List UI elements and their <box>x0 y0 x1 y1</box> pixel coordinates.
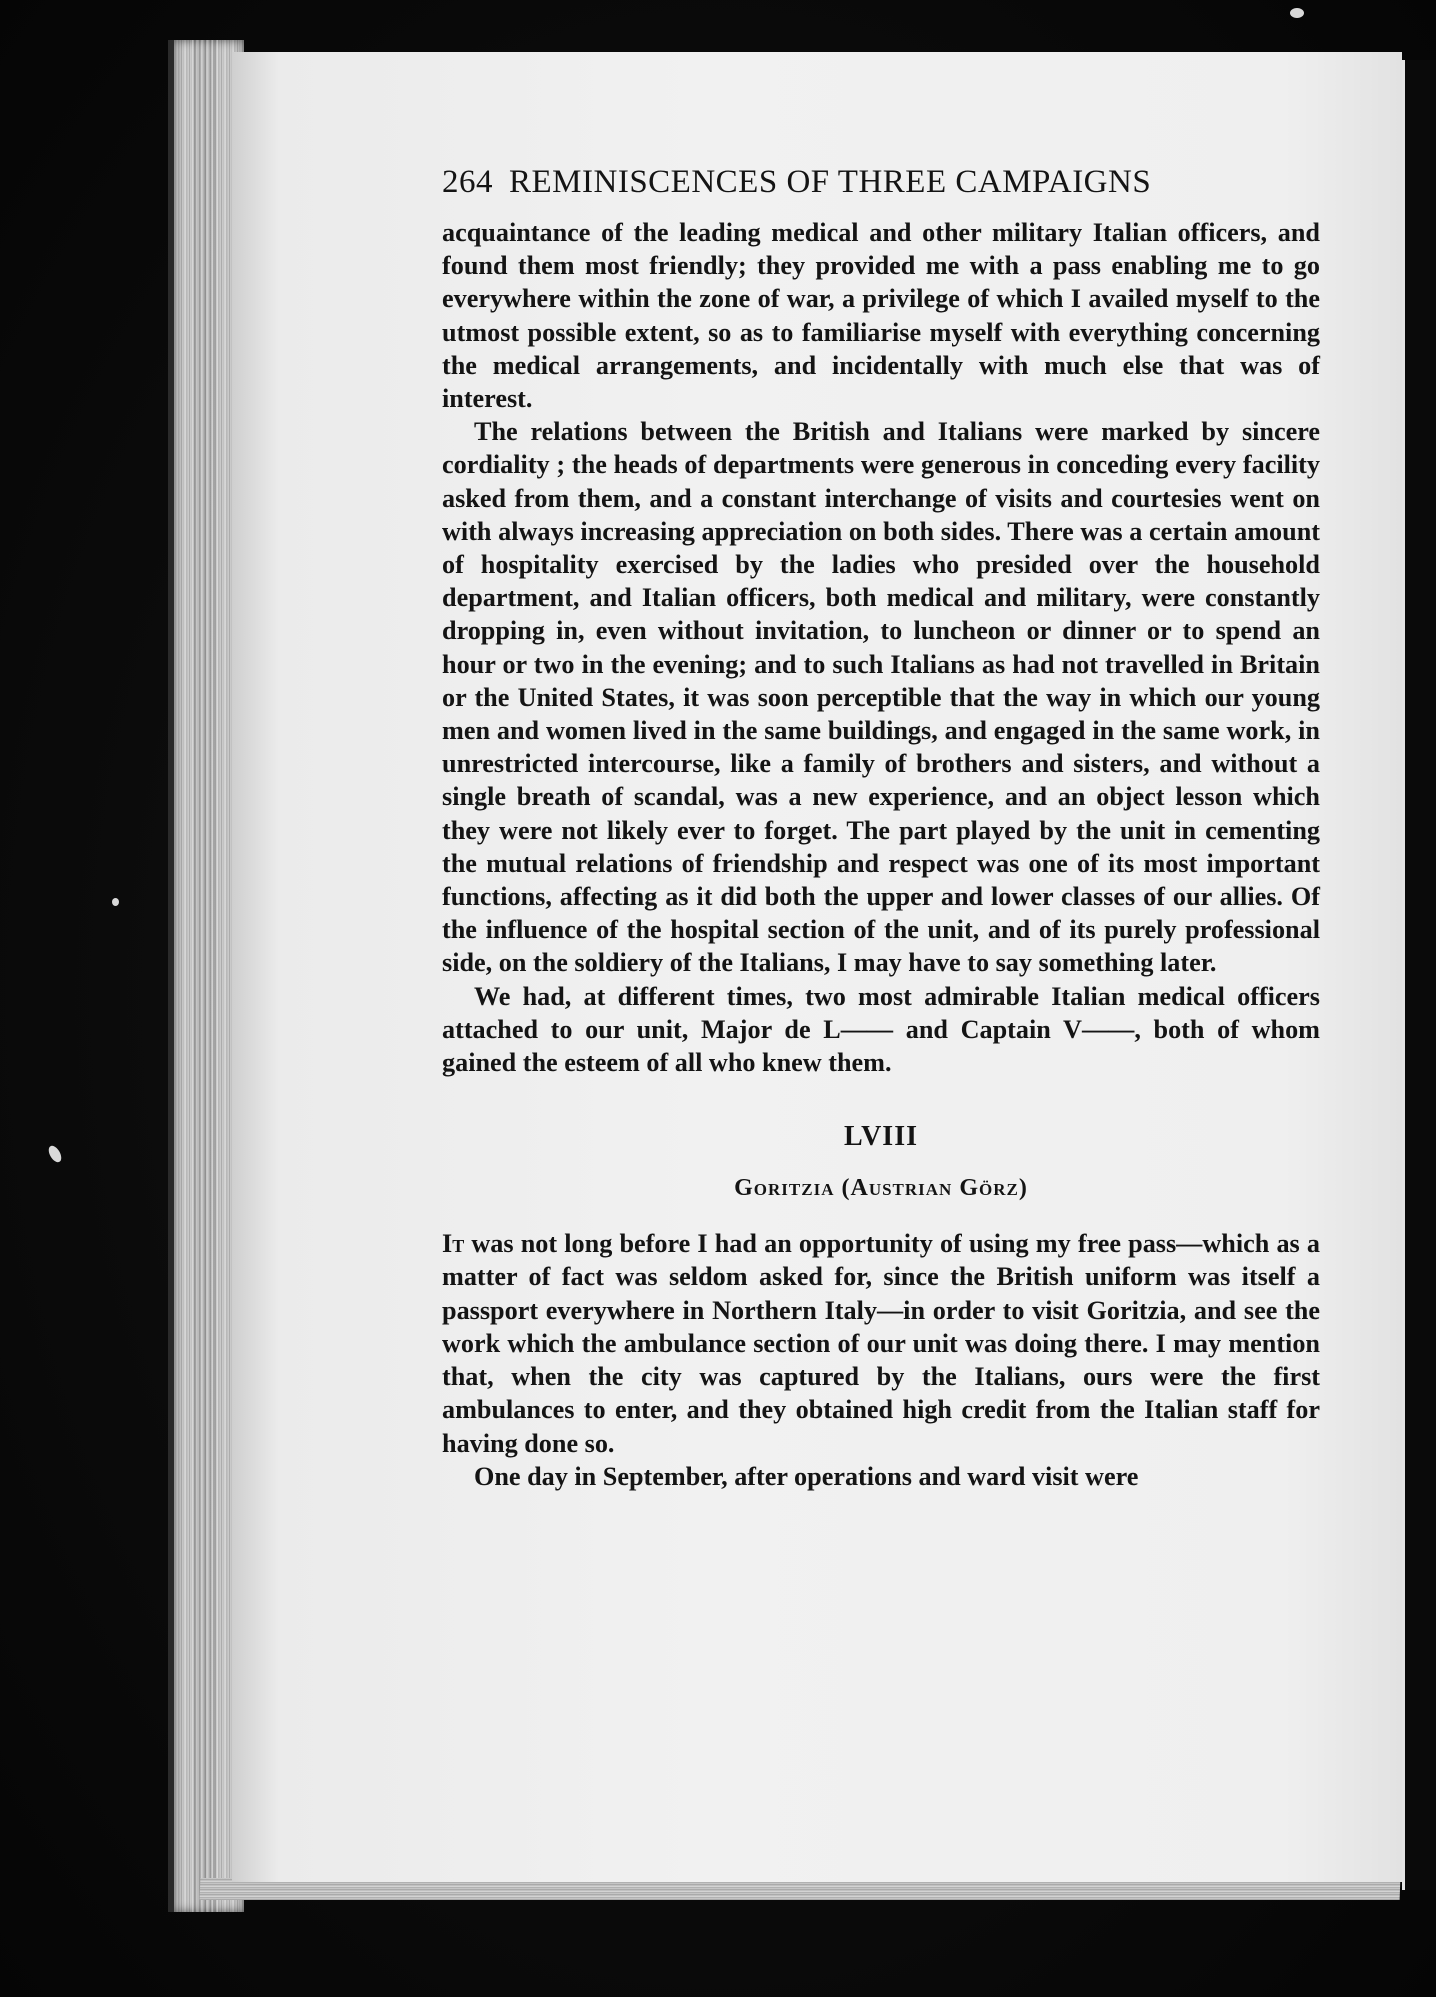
paragraph-goritzia-visit <box>442 1227 1320 1459</box>
chapter-number: LVIII <box>843 1121 918 1153</box>
scan-speck <box>1290 8 1304 18</box>
page-number: 264 <box>442 164 493 200</box>
running-title: REMINISCENCES OF THREE CAMPAIGNS <box>509 164 1152 200</box>
page-text-block <box>442 164 1320 1493</box>
paragraph-relations: The relations between the British and Italians were marked by sincere cordiality ; the heads of departments were generous in conceding every facility asked from them, and a constant interchange of visits and courtesies went on with always increasing appreciation on both sides. There was a certain amount of hospitality exercised by the ladies who presided over the household department, and Italian officers, both medical and military, were constantly dropping in, even without invitation, to luncheon or dinner or to spend an hour or two in the evening; and to such Italians as had not travelled in Britain or the United States, it was soon perceptible that the way in which our young men and women lived in the same buildings, and engaged in the same work, in unrestricted intercourse, like a family of brothers and sisters, and without a single breath of scandal, was a new experience, and an object lesson which they were not likely ever to forget. The part played by the unit in cementing the mutual relations of friendship and respect was one of its most important functions, affecting as it did both the upper and lower classes of our allies. Of the influence of the hospital section of the unit, and of its purely professional side, on the soldiery of the Italians, I may have to say something later. <box>442 417 1320 978</box>
scan-speck <box>112 898 119 906</box>
paragraph-medical-officers: We had, at different times, two most admirable Italian medical officers attached to our unit, Major de L—— and Captain V——, both of whom gained the esteem of all who knew them. <box>442 981 1320 1078</box>
paragraph-continuation: acquaintance of the leading medical and other military Italian officers, and found them most friendly; they provided me with a pass enabling me to go everywhere within the zone of war, a privilege of which I availed myself to the utmost possible extent, so as to familiarise myself with everything concerning the medical arrangements, and incidentally with much else that was of interest. <box>442 218 1320 414</box>
chapter-title: Goritzia (Austrian Görz) <box>734 1175 1028 1202</box>
facing-page-edge <box>1402 60 1436 1890</box>
lead-word: It <box>442 1229 465 1259</box>
paragraph-september: One day in September, after operations and ward visit were <box>474 1461 1139 1491</box>
paragraph-goritzia-text: was not long before I had an opportunity of using my free pass—which as a matter of fact was seldom asked for, since the British uniform was itself a passport everywhere in Northern Italy—in order to visit Goritzia, and see the work which the ambulance section of our unit was doing there. I may mention that, when the city was captured by the Italians, ours were the first ambulances to enter, and they obtained high credit from the Italian staff for having done so. <box>442 1229 1320 1458</box>
running-head <box>442 164 1320 208</box>
